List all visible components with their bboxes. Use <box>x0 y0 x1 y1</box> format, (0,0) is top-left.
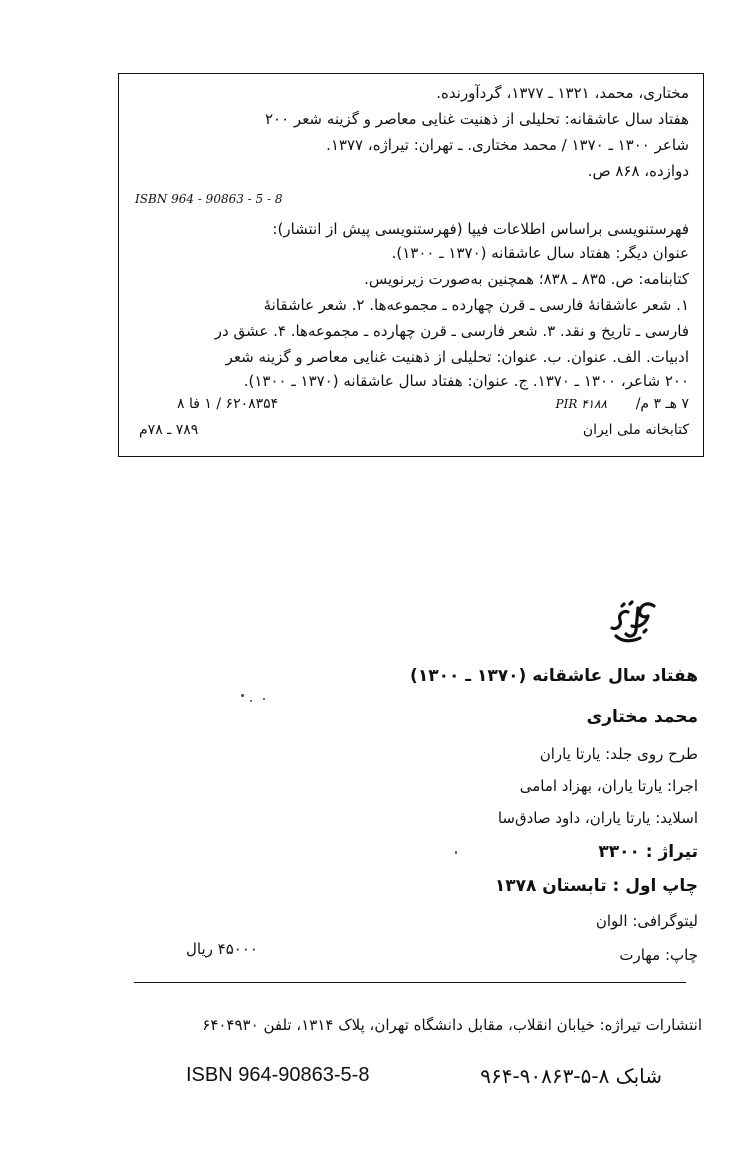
slides-credit: اسلاید: یارتا یاران، داود صادق‌سا <box>497 809 698 827</box>
cip-classification-row <box>133 396 689 418</box>
cip-class-code: ۷ هـ ۳ م/ <box>635 396 689 412</box>
execution-credit: اجرا: یارتا یاران، بهزاد امامی <box>519 777 698 795</box>
cip-library-number: ۷۸۹ ـ ۷۸م <box>139 422 199 438</box>
cip-line-pages: دوازده، ۸۶۸ ص. <box>587 162 689 180</box>
print-run: تیراژ : ۳۳۰۰ <box>598 842 698 862</box>
cip-line-subjects-4: ۲۰۰ شاعر، ۱۳۰۰ ـ ۱۳۷۰. ج. عنوان: هفتاد سال عاشقانه (۱۳۷۰ ـ ۱۳۰۰). <box>243 372 689 390</box>
cip-line-title: هفتاد سال عاشقانه: تحلیلی از ذهنیت غنایی معاصر و گزینه شعر ۲۰۰ <box>264 110 689 128</box>
cip-line-imprint: شاعر ۱۳۰۰ ـ ۱۳۷۰ / محمد مختاری. ـ تهران: تیراژه، ۱۳۷۷. <box>326 136 689 154</box>
publisher-logo <box>608 598 658 646</box>
cip-line-subjects-3: ادبیات. الف. عنوان. ب. عنوان: تحلیلی از ذهنیت غنایی معاصر و گزینه شعر <box>225 348 689 366</box>
isbn-latin: ISBN 964-90863-5-8 <box>186 1064 370 1086</box>
isbn-persian: شابک ۸-۵-۹۰۸۶۳-۹۶۴ <box>480 1064 662 1088</box>
cover-design-credit: طرح روی جلد: یارتا یاران <box>539 745 698 763</box>
print-speck <box>455 851 457 854</box>
footer-isbn-row <box>186 1064 662 1096</box>
publisher-logo-mark <box>608 598 658 646</box>
print-speck <box>263 698 265 700</box>
cip-box <box>118 73 704 457</box>
cip-library-row <box>133 422 689 444</box>
printing-credit: چاپ: مهارت <box>619 946 698 964</box>
cip-line-bibliography: کتابنامه: ص. ۸۳۵ ـ ۸۳۸؛ همچنین به‌صورت زیرنویس. <box>364 270 689 288</box>
cip-line-alt-title: عنوان دیگر: هفتاد سال عاشقانه (۱۳۷۰ ـ ۱۳۰۰). <box>391 244 689 262</box>
cip-isbn: ISBN 964 - 90863 - 5 - 8 <box>135 192 283 206</box>
print-speck <box>241 694 244 697</box>
book-author: محمد مختاری <box>586 707 698 727</box>
divider-rule <box>134 982 686 983</box>
cip-line-subjects-2: فارسی ـ تاریخ و نقد. ۳. شعر فارسی ـ قرن چهارده ـ مجموعه‌ها. ۴. عشق در <box>214 322 689 340</box>
lithography-credit: لیتوگرافی: الوان <box>595 912 698 930</box>
edition-info: چاپ اول : تابستان ۱۳۷۸ <box>494 876 698 896</box>
book-price: ۴۵۰۰۰ ریال <box>186 940 258 958</box>
cip-line-subjects-1: ۱. شعر عاشقانهٔ فارسی ـ قرن چهارده ـ مجموعه‌ها. ۲. شعر عاشقانهٔ <box>263 296 689 314</box>
publisher-address: انتشارات تیراژه: خیابان انقلاب، مقابل دانشگاه تهران، پلاک ۱۳۱۴، تلفن ۶۴۰۴۹۳۰ <box>202 1016 702 1034</box>
cip-library-name: کتابخانه ملی ایران <box>582 422 689 438</box>
print-speck <box>250 700 252 702</box>
cip-line-fipa: فهرستنویسی براساس اطلاعات فیپا (فهرستنویسی پیش از انتشار): <box>272 220 689 238</box>
cip-dewey-code: ۶۲۰۸۳۵۴ / ۱ فا ۸ <box>177 396 279 412</box>
cip-line-author: مختاری، محمد، ۱۳۲۱ ـ ۱۳۷۷، گردآورنده. <box>436 84 689 102</box>
book-title: هفتاد سال عاشقانه (۱۳۷۰ ـ ۱۳۰۰) <box>410 666 698 686</box>
cip-pir-code: PIR ۴۱۸۸ <box>555 397 607 411</box>
